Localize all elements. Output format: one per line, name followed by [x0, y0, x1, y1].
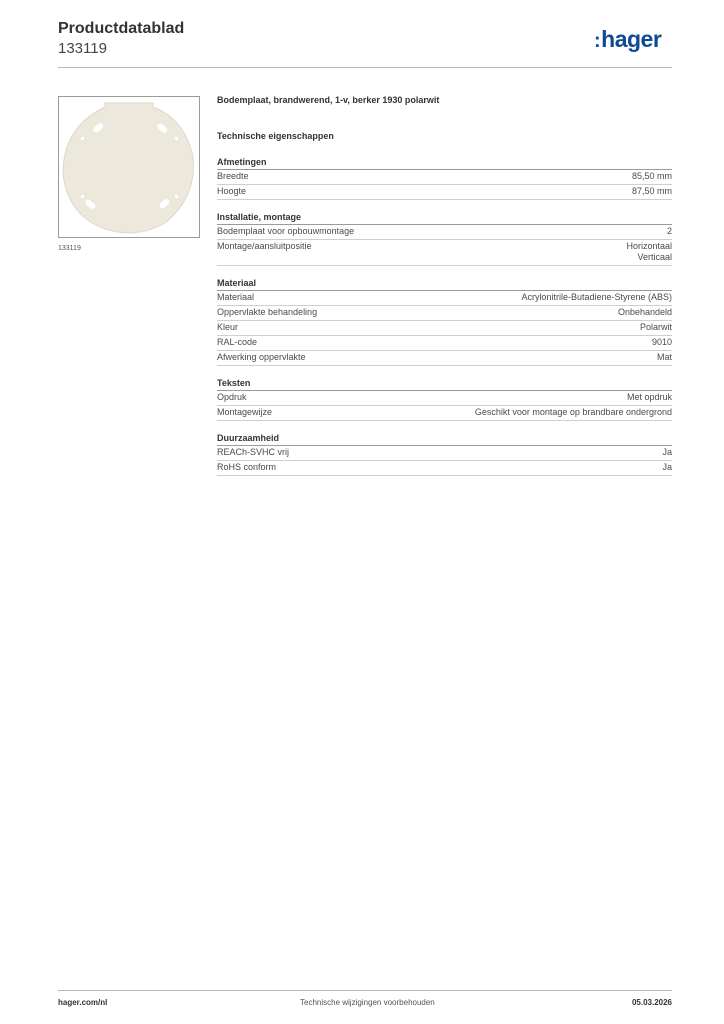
spec-row: [217, 225, 672, 240]
spec-label: Materiaal: [217, 292, 255, 302]
spec-value: Ja: [662, 462, 672, 472]
spec-row: [217, 185, 672, 200]
spec-label: Montage/aansluitpositie: [217, 241, 312, 251]
spec-label: Breedte: [217, 171, 249, 181]
spec-content: [217, 95, 672, 476]
spec-label: Oppervlakte behandeling: [217, 307, 318, 317]
spec-value: Geschikt voor montage op brandbare ondergrond: [474, 407, 672, 417]
spec-row: [217, 306, 672, 321]
logo-dots: :: [594, 30, 601, 52]
footer-website-link[interactable]: hager.com/nl: [58, 998, 108, 1007]
spec-label: REACh-SVHC vrij: [217, 447, 290, 457]
footer-disclaimer: Technische wijzigingen voorbehouden: [300, 998, 435, 1007]
spec-row: [217, 446, 672, 461]
spec-value: Onbehandeld: [617, 307, 672, 317]
page-title: Productdatablad: [58, 20, 185, 37]
spec-row: [217, 170, 672, 185]
spec-value: Acrylonitrile-Butadiene-Styrene (ABS): [521, 292, 672, 302]
spec-label: Kleur: [217, 322, 239, 332]
product-title: Bodemplaat, brandwerend, 1-v, berker 1930 polarwit: [217, 95, 440, 105]
spec-label: Hoogte: [217, 186, 247, 196]
spec-label: Opdruk: [217, 392, 247, 402]
section-sustainability: [217, 433, 672, 476]
spec-value: 87,50 mm: [631, 186, 672, 196]
product-image: [58, 96, 200, 238]
hager-logo: [594, 26, 661, 53]
product-number: 133119: [58, 40, 107, 57]
spec-row: [217, 391, 672, 406]
footer-date: 05.03.2026: [631, 998, 672, 1007]
spec-label: RoHS conform: [217, 462, 277, 472]
spec-label: Montagewijze: [217, 407, 273, 417]
spec-label: RAL-code: [217, 337, 258, 347]
section-title: Duurzaamheid: [217, 433, 672, 446]
spec-row: [217, 461, 672, 476]
section-material: [217, 278, 672, 366]
spec-value: 85,50 mm: [631, 171, 672, 181]
spec-label: Afwerking oppervlakte: [217, 352, 306, 362]
technical-properties-heading: Technische eigenschappen: [217, 131, 334, 141]
spec-row: [217, 291, 672, 306]
spec-row: [217, 321, 672, 336]
spec-row: [217, 351, 672, 366]
header-divider: [58, 67, 672, 68]
section-installation: [217, 212, 672, 266]
spec-row: [217, 336, 672, 351]
section-title: Afmetingen: [217, 157, 672, 170]
spec-row: [217, 240, 672, 266]
spec-value: Horizontaal Verticaal: [626, 241, 672, 262]
base-plate-icon: [59, 97, 199, 237]
section-title: Teksten: [217, 378, 672, 391]
spec-label: Bodemplaat voor opbouwmontage: [217, 226, 355, 236]
spec-value: Ja: [662, 447, 672, 457]
section-title: Installatie, montage: [217, 212, 672, 225]
spec-value: Polarwit: [639, 322, 672, 332]
footer-divider: [58, 990, 672, 991]
spec-row: [217, 406, 672, 421]
spec-value: 9010: [651, 337, 672, 347]
section-dimensions: [217, 157, 672, 200]
spec-value: 2: [666, 226, 672, 236]
image-caption: 133119: [58, 245, 81, 252]
spec-value: Mat: [656, 352, 672, 362]
section-texts: [217, 378, 672, 421]
logo-text: hager: [601, 26, 662, 52]
spec-value: Met opdruk: [626, 392, 672, 402]
section-title: Materiaal: [217, 278, 672, 291]
